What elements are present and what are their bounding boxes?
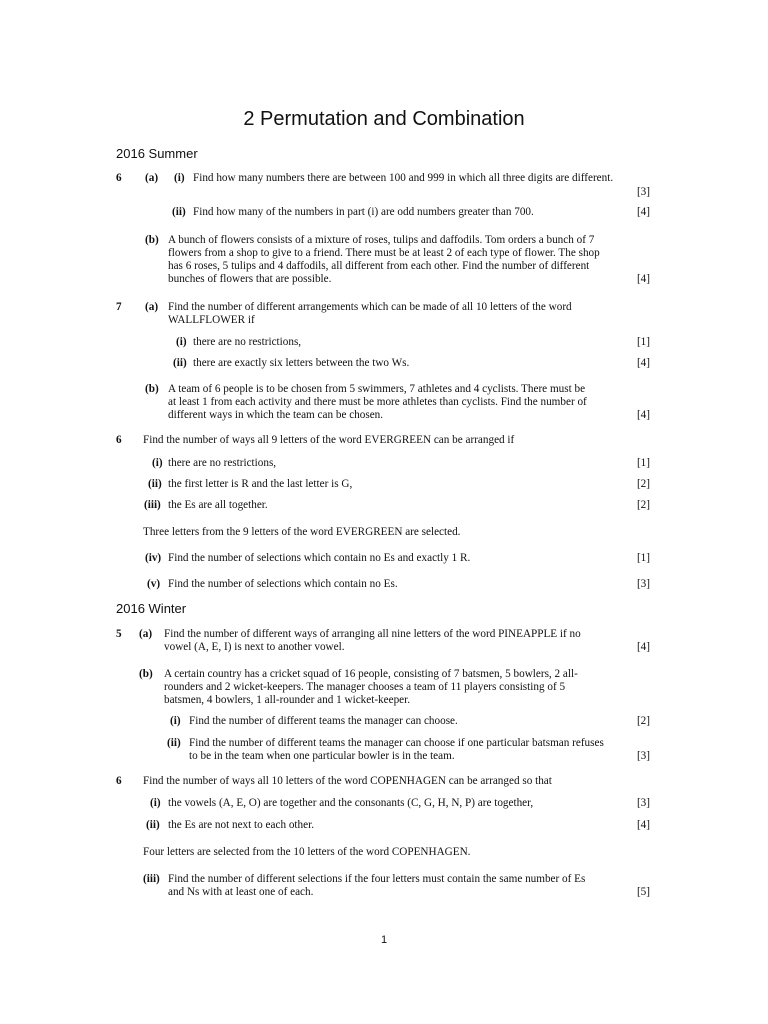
question-text: there are no restrictions, [168, 457, 277, 469]
question-text: WALLFLOWER if [168, 314, 255, 326]
mark: [4] [636, 409, 650, 421]
question-text: Four letters are selected from the 10 letters of the word COPENHAGEN. [143, 846, 471, 858]
section-heading-2016-winter: 2016 Winter [116, 601, 187, 616]
subpart-label: (v) [147, 578, 161, 590]
question-text: A team of 6 people is to be chosen from 5 swimmers, 7 athletes and 4 cyclists. There must be [168, 383, 586, 395]
question-text: Three letters from the 9 letters of the word EVERGREEN are selected. [143, 526, 461, 538]
question-text: Find the number of ways all 9 letters of the word EVERGREEN can be arranged if [143, 434, 515, 446]
question-text: there are exactly six letters between the two Ws. [193, 357, 410, 369]
question-number: 6 [116, 434, 122, 446]
question-text: Find the number of different arrangements which can be made of all 10 letters of the word [168, 301, 572, 313]
question-text: there are no restrictions, [193, 336, 302, 348]
mark: [4] [636, 357, 650, 369]
subpart-label: (iii) [143, 873, 160, 885]
page-number: 1 [380, 934, 388, 946]
subpart-label: (ii) [146, 819, 160, 831]
subpart-label: (ii) [172, 206, 186, 218]
part-label: (b) [145, 234, 159, 246]
question-text: Find how many of the numbers in part (i) are odd numbers greater than 700. [193, 206, 534, 218]
subpart-label: (i) [176, 336, 187, 348]
question-text: the first letter is R and the last letter is G, [168, 478, 353, 490]
question-text: Find the number of selections which contain no Es. [168, 578, 398, 590]
mark: [3] [636, 797, 650, 809]
question-number: 7 [116, 301, 122, 313]
question-text: the Es are all together. [168, 499, 268, 511]
question-text: A bunch of flowers consists of a mixture of roses, tulips and daffodils. Tom orders a bunch of 7 [168, 234, 595, 246]
part-label: (b) [139, 668, 153, 680]
mark: [1] [636, 552, 650, 564]
question-text: the vowels (A, E, O) are together and the consonants (C, G, H, N, P) are together, [168, 797, 534, 809]
question-text: different ways in which the team can be chosen. [168, 409, 384, 421]
question-text: Find the number of ways all 10 letters of the word COPENHAGEN can be arranged so that [143, 775, 552, 787]
question-number: 6 [116, 775, 122, 787]
subpart-label: (i) [150, 797, 161, 809]
mark: [4] [636, 819, 650, 831]
question-text: flowers from a shop to give to a friend. There must be at least 2 of each type of flower. The shop [168, 247, 600, 259]
question-text: batsmen, 4 bowlers, 1 all-rounder and 1 wicket-keeper. [164, 694, 411, 706]
mark: [1] [636, 457, 650, 469]
question-text: has 6 roses, 5 tulips and 4 daffodils, all different from each other. Find the number of different [168, 260, 590, 272]
question-text: to be in the team when one particular bowler is in the team. [189, 750, 455, 762]
question-text: Find the number of different ways of arranging all nine letters of the word PINEAPPLE if no [164, 628, 581, 640]
section-heading-2016-summer: 2016 Summer [116, 146, 198, 161]
part-label: (a) [139, 628, 153, 640]
question-text: Find the number of different selections if the four letters must contain the same number of Es [168, 873, 586, 885]
question-text: and Ns with at least one of each. [168, 886, 314, 898]
mark: [3] [636, 578, 650, 590]
mark: [3] [636, 186, 650, 198]
part-label: (a) [145, 301, 159, 313]
subpart-label: (ii) [173, 357, 187, 369]
question-text: at least 1 from each activity and there must be more athletes than cyclists. Find the number of [168, 396, 587, 408]
question-text: Find how many numbers there are between 100 and 999 in which all three digits are different. [193, 172, 614, 184]
question-text: Find the number of different teams the manager can choose. [189, 715, 458, 727]
question-text: A certain country has a cricket squad of 16 people, consisting of 7 batsmen, 5 bowlers, 2 all- [164, 668, 578, 680]
mark: [3] [636, 750, 650, 762]
part-label: (b) [145, 383, 159, 395]
mark: [4] [636, 206, 650, 218]
mark: [2] [636, 478, 650, 490]
mark: [4] [636, 641, 650, 653]
question-text: vowel (A, E, I) is next to another vowel. [164, 641, 345, 653]
mark: [4] [636, 273, 650, 285]
part-label: (a) [145, 172, 159, 184]
subpart-label: (ii) [148, 478, 162, 490]
subpart-label: (i) [170, 715, 181, 727]
question-text: the Es are not next to each other. [168, 819, 315, 831]
mark: [2] [636, 715, 650, 727]
subpart-label: (i) [174, 172, 185, 184]
question-text: Find the number of selections which contain no Es and exactly 1 R. [168, 552, 471, 564]
mark: [5] [636, 886, 650, 898]
subpart-label: (ii) [167, 737, 181, 749]
mark: [2] [636, 499, 650, 511]
subpart-label: (iii) [144, 499, 161, 511]
subpart-label: (i) [152, 457, 163, 469]
mark: [1] [636, 336, 650, 348]
question-text: rounders and 2 wicket-keepers. The manager chooses a team of 11 players consisting of 5 [164, 681, 566, 693]
question-text: Find the number of different teams the manager can choose if one particular batsman refuses [189, 737, 604, 749]
page-title: 2 Permutation and Combination [243, 108, 525, 130]
question-text: bunches of flowers that are possible. [168, 273, 332, 285]
question-number: 5 [116, 628, 122, 640]
subpart-label: (iv) [145, 552, 162, 564]
question-number: 6 [116, 172, 122, 184]
